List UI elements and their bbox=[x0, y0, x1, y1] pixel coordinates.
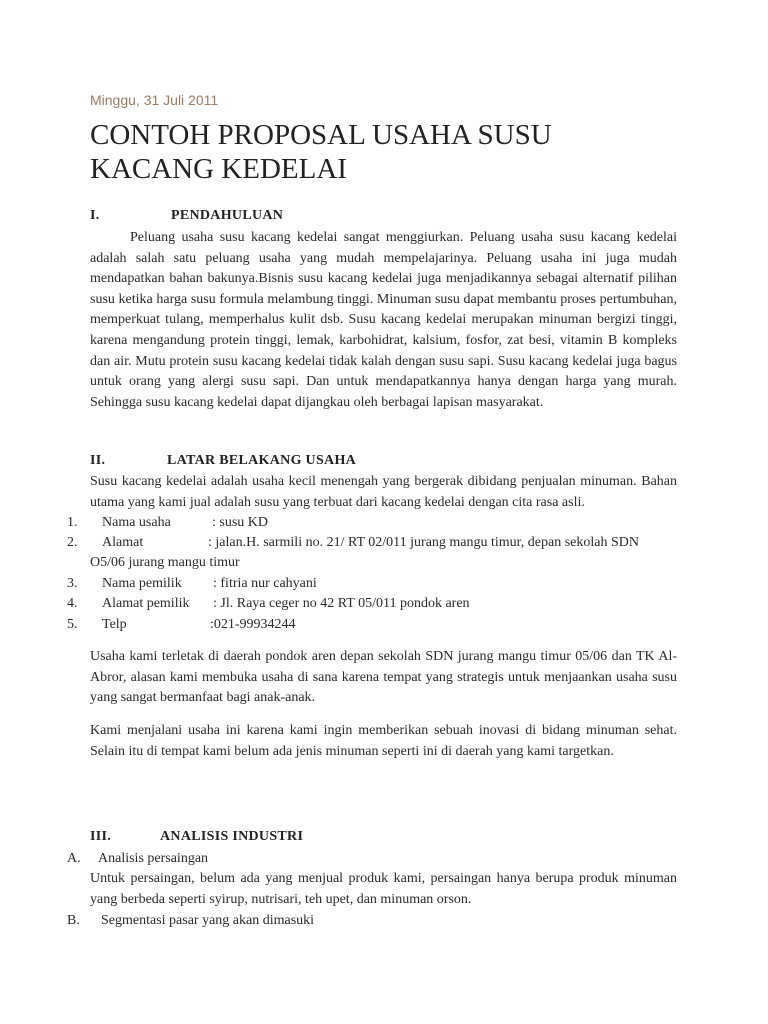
list-item-continuation bbox=[0, 553, 768, 573]
list-item bbox=[0, 533, 768, 553]
section-2-number: II. bbox=[90, 453, 106, 468]
list-item bbox=[0, 513, 768, 533]
list-item-number: 1. bbox=[67, 515, 78, 530]
section-2-heading bbox=[90, 453, 390, 473]
section-2-paragraph-reason: Kami menjalani usaha ini karena kami ingin memberikan sebuah inovasi di bidang minuman sehat. Selain itu di tempat kami belum ada jenis minuman seperti ini di daerah yang kami targetkan. bbox=[90, 723, 677, 759]
section-3-number: III. bbox=[90, 829, 112, 844]
list-item-key: Nama usaha bbox=[102, 515, 171, 530]
list-item-value: : susu KD bbox=[212, 515, 269, 530]
list-item bbox=[0, 594, 768, 614]
list-item-number: 2. bbox=[67, 535, 78, 550]
list-item bbox=[0, 574, 768, 594]
section-1-label: PENDAHULUAN bbox=[171, 208, 284, 223]
post-date: Minggu, 31 Juli 2011 bbox=[90, 92, 219, 108]
document-title: CONTOH PROPOSAL USAHA SUSU KACANG KEDELAI bbox=[90, 119, 552, 185]
list-item-value: :021-99934244 bbox=[210, 617, 296, 632]
subsection-a-heading bbox=[0, 849, 768, 869]
subsection-a-mark: A. bbox=[67, 851, 81, 866]
subsection-b-mark: B. bbox=[67, 913, 80, 928]
list-item-value: : jalan.H. sarmili no. 21/ RT 02/011 jurang mangu timur, depan sekolah SDN bbox=[208, 535, 639, 550]
section-3-heading bbox=[90, 829, 390, 849]
section-1-number: I. bbox=[90, 208, 100, 223]
subsection-b-heading bbox=[0, 911, 768, 931]
section-1-paragraph: Peluang usaha susu kacang kedelai sangat menggiurkan. Peluang usaha susu kacang kedelai adalah salah satu peluang usaha yang mudah mempelajarinya. Peluang usaha ini juga mudah mendapatkan bahan bakunya.Bisnis susu kacang kedelai juga menjadikannya sebagai alternatif pilihan susu ketika harga susu formula melambung tinggi. Minuman susu dapat membantu proses pertumbuhan, memperkuat tulang, memperhalus kulit dsb. Susu kacang kedelai merupakan minuman bergizi tinggi, karena mengandung protein tinggi, lemak, karbohidrat, kalsium, fosfor, zat besi, vitamin B kompleks dan air. Mutu protein susu kacang kedelai tidak kalah dengan susu sapi. Susu kacang kedelai juga bagus untuk orang yang alergi susu sapi. Dan untuk mendapatkannya hanya dengan harga yang murah. Sehingga susu kacang kedelai dapat dijangkau oleh berbagai lapisan masyarakat. bbox=[90, 230, 677, 410]
section-3-label: ANALISIS INDUSTRI bbox=[160, 829, 304, 844]
subsection-a-title: Analisis persaingan bbox=[98, 851, 209, 866]
section-2-intro: Susu kacang kedelai adalah usaha kecil menengah yang bergerak dibidang penjualan minuman. Bahan utama yang kami jual adalah susu yang terbuat dari kacang kedelai dengan cita rasa asli. bbox=[90, 474, 677, 510]
list-item-key: Nama pemilik bbox=[102, 576, 182, 591]
list-item-number: 5. bbox=[67, 617, 78, 632]
list-item-value: : Jl. Raya ceger no 42 RT 05/011 pondok aren bbox=[213, 596, 470, 611]
section-2-paragraph-location: Usaha kami terletak di daerah pondok aren depan sekolah SDN jurang mangu timur 05/06 dan TK Al-Abror, alasan kami membuka usaha di sana karena tempat yang strategis untuk menjaankan usaha susu yang sangat bermanfaat bagi anak-anak. bbox=[90, 649, 677, 706]
list-item-value-continued: O5/06 jurang mangu timur bbox=[90, 555, 240, 570]
list-item-key: Alamat bbox=[102, 535, 144, 550]
section-2-label: LATAR BELAKANG USAHA bbox=[167, 453, 357, 468]
list-item-number: 3. bbox=[67, 576, 78, 591]
list-item-key: Telp bbox=[102, 617, 127, 632]
list-item-number: 4. bbox=[67, 596, 78, 611]
list-item-value: : fitria nur cahyani bbox=[213, 576, 317, 591]
subsection-b-title: Segmentasi pasar yang akan dimasuki bbox=[101, 913, 315, 928]
list-item-key: Alamat pemilik bbox=[102, 596, 190, 611]
list-item bbox=[0, 615, 768, 635]
subsection-a-paragraph: Untuk persaingan, belum ada yang menjual produk kami, persaingan hanya berupa produk minuman yang berbeda seperti syirup, nutrisari, teh upet, dan minuman orson. bbox=[90, 871, 677, 907]
section-1-heading bbox=[90, 208, 390, 228]
